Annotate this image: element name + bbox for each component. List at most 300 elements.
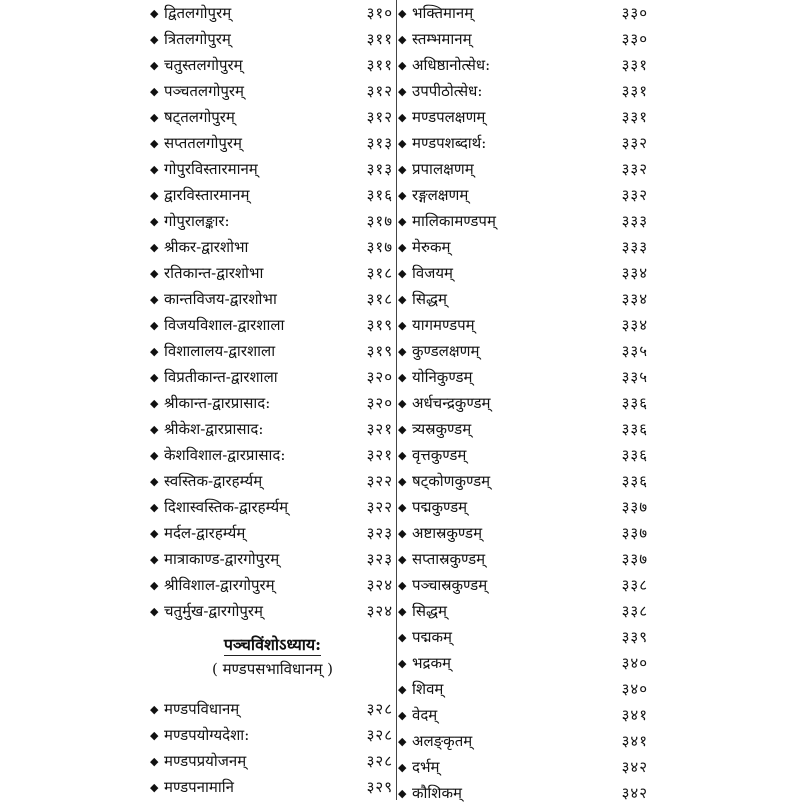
toc-entry-title <box>164 471 367 491</box>
right-column <box>398 0 650 806</box>
toc-entry <box>150 598 395 624</box>
diamond-bullet-icon: ◆ <box>398 84 407 98</box>
toc-entry-title-text: पञ्चतलगोपुरम् <box>164 82 245 100</box>
diamond-bullet-icon: ◆ <box>150 84 159 98</box>
toc-entry <box>398 572 650 598</box>
toc-entry-title <box>412 315 622 335</box>
toc-entry-page-number: ३३२ <box>621 160 648 178</box>
toc-entry-page-number: ३३८ <box>621 576 648 594</box>
toc-entry-title <box>412 783 622 803</box>
toc-entry-title <box>164 699 367 719</box>
toc-entry-title <box>164 751 367 771</box>
toc-entry <box>398 260 650 286</box>
toc-entry <box>150 520 395 546</box>
toc-entry-page-number: ३२२ <box>366 472 393 490</box>
toc-entry-title <box>412 367 622 387</box>
toc-entry-title <box>164 393 367 413</box>
diamond-bullet-icon: ◆ <box>398 448 407 462</box>
toc-entry-title-text: मर्दल-द्वारहर्म्यम् <box>164 524 246 542</box>
toc-entry-title <box>164 315 367 335</box>
toc-entry-title-text: रतिकान्त-द्वारशोभा <box>164 264 264 282</box>
toc-entry-page-number: ३४० <box>621 680 648 698</box>
toc-entry-page-number: ३२० <box>366 394 393 412</box>
toc-entry-title <box>412 731 622 751</box>
toc-entry-title-text: षट्कोणकुण्डम् <box>412 472 491 490</box>
toc-entry <box>398 286 650 312</box>
toc-entry <box>150 182 395 208</box>
toc-entry <box>150 696 395 722</box>
toc-entry <box>150 338 395 364</box>
toc-entry <box>398 52 650 78</box>
toc-entry-page-number: ३२८ <box>366 752 393 770</box>
toc-entry-title-text: मेरुकम् <box>412 238 451 256</box>
toc-entry-page-number: ३४० <box>621 654 648 672</box>
right-entries <box>398 0 650 806</box>
diamond-bullet-icon: ◆ <box>150 500 159 514</box>
toc-entry-title <box>412 601 622 621</box>
toc-entry-title <box>412 107 622 127</box>
diamond-bullet-icon: ◆ <box>150 110 159 124</box>
toc-entry-title-text: सप्तास्रकुण्डम् <box>412 550 486 568</box>
toc-entry-title <box>412 575 622 595</box>
toc-entry-title <box>412 419 622 439</box>
toc-entry-title <box>412 445 622 465</box>
toc-entry-title <box>164 133 367 153</box>
toc-entry-title <box>164 497 367 517</box>
toc-entry-title <box>164 341 367 361</box>
toc-entry <box>398 650 650 676</box>
section-heading <box>150 624 395 656</box>
toc-entry-title <box>412 263 622 283</box>
diamond-bullet-icon: ◆ <box>398 708 407 722</box>
toc-entry-title-text: कुण्डलक्षणम् <box>412 342 480 360</box>
diamond-bullet-icon: ◆ <box>398 734 407 748</box>
toc-entry-title-text: सिद्धम् <box>412 290 447 308</box>
left-column <box>150 0 395 800</box>
toc-entry <box>398 208 650 234</box>
diamond-bullet-icon: ◆ <box>150 754 159 768</box>
toc-entry-page-number: ३१६ <box>366 186 393 204</box>
toc-entry-page-number: ३३१ <box>621 82 648 100</box>
toc-entry-title-text: विशालालय-द्वारशाला <box>164 342 276 360</box>
toc-entry-title <box>164 263 367 283</box>
toc-entry-title-text: द्वारविस्तारमानम् <box>164 186 250 204</box>
toc-entry <box>150 130 395 156</box>
toc-entry-title-text: वेदम् <box>412 706 438 724</box>
diamond-bullet-icon: ◆ <box>398 6 407 20</box>
diamond-bullet-icon: ◆ <box>150 552 159 566</box>
toc-entry <box>398 416 650 442</box>
toc-entry-title-text: मण्डपप्रयोजनम् <box>164 752 247 770</box>
toc-entry-page-number: ३१० <box>366 4 393 22</box>
toc-entry-page-number: ३३७ <box>621 550 648 568</box>
toc-entry-title-text: मालिकामण्डपम् <box>412 212 496 230</box>
toc-entry-title-text: कान्तविजय-द्वारशोभा <box>164 290 277 308</box>
toc-entry-title-text: उपपीठोत्सेध: <box>412 82 483 100</box>
toc-entry-page-number: ३२० <box>366 368 393 386</box>
toc-entry-title <box>412 211 622 231</box>
toc-entry-page-number: ३१३ <box>366 134 393 152</box>
toc-entry-page-number: ३३२ <box>621 186 648 204</box>
toc-entry-title-text: मण्डपनामानि <box>164 778 234 796</box>
diamond-bullet-icon: ◆ <box>398 422 407 436</box>
toc-entry-title <box>164 575 367 595</box>
diamond-bullet-icon: ◆ <box>150 370 159 384</box>
toc-entry-title <box>164 159 367 179</box>
toc-entry-title <box>412 523 622 543</box>
section-subheading: ( मण्डपसभाविधानम् ) <box>211 660 334 678</box>
toc-entry <box>398 780 650 806</box>
toc-entry <box>150 78 395 104</box>
diamond-bullet-icon: ◆ <box>150 474 159 488</box>
diamond-bullet-icon: ◆ <box>398 214 407 228</box>
toc-entry-title-text: दिशास्वस्तिक-द्वारहर्म्यम् <box>164 498 289 516</box>
toc-entry-title <box>412 3 622 23</box>
toc-entry-page-number: ३३२ <box>621 134 648 152</box>
toc-entry-title <box>164 725 367 745</box>
toc-entry-title-text: गोपुरालङ्कार: <box>164 212 230 230</box>
toc-entry <box>150 234 395 260</box>
toc-entry-title <box>412 497 622 517</box>
diamond-bullet-icon: ◆ <box>398 604 407 618</box>
toc-entry-title-text: पद्मकुण्डम् <box>412 498 468 516</box>
toc-entry <box>398 78 650 104</box>
toc-entry <box>150 208 395 234</box>
section-heading-text: पञ्चविंशोऽध्याय: <box>223 635 322 654</box>
toc-entry-title-text: भक्तिमानम् <box>412 4 474 22</box>
toc-entry-page-number: ३११ <box>366 30 393 48</box>
toc-entry-title-text: विजयम् <box>412 264 454 282</box>
diamond-bullet-icon: ◆ <box>398 682 407 696</box>
toc-entry <box>398 312 650 338</box>
toc-entry-page-number: ३३६ <box>621 394 648 412</box>
toc-entry-page-number: ३३४ <box>621 290 648 308</box>
toc-entry-title-text: मण्डपशब्दार्थ: <box>412 134 487 152</box>
toc-entry-title <box>164 81 367 101</box>
toc-entry-page-number: ३४१ <box>621 706 648 724</box>
toc-entry-title <box>164 419 367 439</box>
toc-entry <box>398 546 650 572</box>
diamond-bullet-icon: ◆ <box>398 500 407 514</box>
toc-entry <box>150 546 395 572</box>
diamond-bullet-icon: ◆ <box>398 760 407 774</box>
left-entries-bottom <box>150 696 395 800</box>
toc-entry-title-text: द्वितलगोपुरम् <box>164 4 232 22</box>
toc-entry <box>398 26 650 52</box>
diamond-bullet-icon: ◆ <box>150 728 159 742</box>
toc-entry <box>150 156 395 182</box>
diamond-bullet-icon: ◆ <box>398 58 407 72</box>
section-spacer <box>150 682 395 696</box>
toc-entry-title-text: गोपुरविस्तारमानम् <box>164 160 258 178</box>
diamond-bullet-icon: ◆ <box>150 702 159 716</box>
toc-entry-page-number: ३१७ <box>366 212 393 230</box>
toc-entry-title-text: सप्ततलगोपुरम् <box>164 134 242 152</box>
toc-entry <box>150 26 395 52</box>
toc-entry-title-text: रङ्गलक्षणम् <box>412 186 469 204</box>
toc-entry <box>150 416 395 442</box>
toc-entry-title <box>412 29 622 49</box>
toc-entry-page-number: ३२४ <box>366 576 393 594</box>
toc-entry-page-number: ३१८ <box>366 290 393 308</box>
toc-entry-title <box>412 55 622 75</box>
toc-entry <box>398 130 650 156</box>
diamond-bullet-icon: ◆ <box>150 396 159 410</box>
toc-entry-title <box>164 3 367 23</box>
diamond-bullet-icon: ◆ <box>398 344 407 358</box>
toc-entry-title-text: सिद्धम् <box>412 602 447 620</box>
toc-entry <box>398 624 650 650</box>
toc-entry <box>150 442 395 468</box>
toc-entry-page-number: ३३६ <box>621 420 648 438</box>
diamond-bullet-icon: ◆ <box>150 32 159 46</box>
toc-entry-title <box>164 29 367 49</box>
diamond-bullet-icon: ◆ <box>398 266 407 280</box>
toc-entry-page-number: ३२३ <box>366 550 393 568</box>
toc-entry-title-text: मात्राकाण्ड-द्वारगोपुरम् <box>164 550 280 568</box>
toc-entry-title-text: मण्डपविधानम् <box>164 700 240 718</box>
toc-entry-title <box>164 237 367 257</box>
diamond-bullet-icon: ◆ <box>398 318 407 332</box>
diamond-bullet-icon: ◆ <box>150 578 159 592</box>
toc-entry-page-number: ३२८ <box>366 726 393 744</box>
diamond-bullet-icon: ◆ <box>150 58 159 72</box>
toc-entry-title <box>164 211 367 231</box>
toc-entry-page-number: ३१८ <box>366 264 393 282</box>
toc-entry <box>150 722 395 748</box>
toc-entry-title-text: दर्भम् <box>412 758 440 776</box>
toc-entry-page-number: ३२९ <box>366 778 393 796</box>
toc-entry-title-text: श्रीविशाल-द्वारगोपुरम् <box>164 576 275 594</box>
toc-entry-title-text: अष्टास्रकुण्डम् <box>412 524 483 542</box>
diamond-bullet-icon: ◆ <box>150 780 159 794</box>
toc-entry-title-text: श्रीकान्त-द्वारप्रासाद: <box>164 394 271 412</box>
diamond-bullet-icon: ◆ <box>398 396 407 410</box>
toc-entry-page-number: ३२१ <box>366 446 393 464</box>
toc-entry-title <box>164 523 367 543</box>
toc-entry-title <box>412 549 622 569</box>
toc-entry-title-text: षट्तलगोपुरम् <box>164 108 235 126</box>
toc-entry-title-text: त्रितलगोपुरम् <box>164 30 231 48</box>
toc-entry-title-text: पञ्चास्रकुण्डम् <box>412 576 488 594</box>
toc-entry-page-number: ३३८ <box>621 602 648 620</box>
toc-entry-title <box>164 55 367 75</box>
toc-entry-title <box>412 653 622 673</box>
toc-entry-title <box>164 601 367 621</box>
toc-entry-page-number: ३१९ <box>366 342 393 360</box>
toc-entry-title-text: भद्रकम् <box>412 654 452 672</box>
diamond-bullet-icon: ◆ <box>150 344 159 358</box>
toc-entry <box>398 338 650 364</box>
toc-entry-page-number: ३४२ <box>621 784 648 802</box>
toc-entry-page-number: ३२८ <box>366 700 393 718</box>
toc-entry <box>150 52 395 78</box>
toc-entry <box>150 468 395 494</box>
toc-entry-page-number: ३४२ <box>621 758 648 776</box>
toc-entry-title-text: शिवम् <box>412 680 444 698</box>
diamond-bullet-icon: ◆ <box>398 578 407 592</box>
diamond-bullet-icon: ◆ <box>150 214 159 228</box>
toc-entry-title <box>164 777 367 797</box>
toc-entry-page-number: ३३० <box>621 30 648 48</box>
diamond-bullet-icon: ◆ <box>398 32 407 46</box>
toc-entry-title-text: अधिष्ठानोत्सेध: <box>412 56 491 74</box>
toc-entry-title-text: यागमण्डपम् <box>412 316 475 334</box>
toc-entry-page-number: ३३५ <box>621 368 648 386</box>
toc-entry-title <box>412 679 622 699</box>
diamond-bullet-icon: ◆ <box>150 266 159 280</box>
toc-entry-title-text: स्तम्भमानम् <box>412 30 472 48</box>
toc-entry <box>398 104 650 130</box>
toc-entry-page-number: ३२३ <box>366 524 393 542</box>
toc-entry-title <box>164 549 367 569</box>
diamond-bullet-icon: ◆ <box>398 526 407 540</box>
toc-entry-title <box>164 289 367 309</box>
toc-entry-title <box>412 757 622 777</box>
toc-entry-title <box>412 393 622 413</box>
diamond-bullet-icon: ◆ <box>150 240 159 254</box>
toc-entry <box>398 0 650 26</box>
toc-entry-page-number: ३३३ <box>621 212 648 230</box>
toc-entry <box>150 364 395 390</box>
toc-entry-page-number: ३३६ <box>621 472 648 490</box>
toc-entry-page-number: ३१७ <box>366 238 393 256</box>
diamond-bullet-icon: ◆ <box>398 630 407 644</box>
diamond-bullet-icon: ◆ <box>398 162 407 176</box>
toc-entry <box>150 390 395 416</box>
toc-entry-title <box>412 471 622 491</box>
toc-entry <box>150 572 395 598</box>
toc-entry <box>150 286 395 312</box>
toc-entry <box>398 442 650 468</box>
toc-entry-title <box>164 367 367 387</box>
toc-entry-page-number: ३३३ <box>621 238 648 256</box>
toc-entry-title <box>412 185 622 205</box>
toc-entry-title-text: त्र्यस्रकुण्डम् <box>412 420 472 438</box>
toc-entry <box>398 364 650 390</box>
toc-entry <box>398 494 650 520</box>
toc-entry <box>398 702 650 728</box>
toc-entry-title <box>412 627 622 647</box>
diamond-bullet-icon: ◆ <box>150 292 159 306</box>
diamond-bullet-icon: ◆ <box>150 604 159 618</box>
toc-entry-page-number: ३२४ <box>366 602 393 620</box>
toc-entry <box>150 260 395 286</box>
toc-entry-title <box>412 237 622 257</box>
toc-entry-title-text: योनिकुण्डम् <box>412 368 473 386</box>
toc-entry-title-text: मण्डपयोग्यदेशा: <box>164 726 250 744</box>
diamond-bullet-icon: ◆ <box>398 136 407 150</box>
toc-entry <box>398 156 650 182</box>
toc-entry-title <box>412 81 622 101</box>
toc-entry-title-text: अलङ्कृतम् <box>412 732 473 750</box>
toc-entry <box>398 182 650 208</box>
toc-entry <box>398 390 650 416</box>
column-divider <box>396 0 397 800</box>
toc-entry-title-text: चतुर्मुख-द्वारगोपुरम् <box>164 602 263 620</box>
toc-entry <box>150 0 395 26</box>
diamond-bullet-icon: ◆ <box>398 474 407 488</box>
toc-entry-page-number: ३३५ <box>621 342 648 360</box>
toc-entry-page-number: ३३४ <box>621 264 648 282</box>
toc-entry <box>150 104 395 130</box>
toc-entry-page-number: ३१२ <box>366 108 393 126</box>
toc-entry <box>398 728 650 754</box>
diamond-bullet-icon: ◆ <box>398 656 407 670</box>
toc-entry-page-number: ३३९ <box>621 628 648 646</box>
diamond-bullet-icon: ◆ <box>150 448 159 462</box>
toc-entry-title <box>412 705 622 725</box>
toc-entry-page-number: ३४१ <box>621 732 648 750</box>
toc-entry-title-text: श्रीकर-द्वारशोभा <box>164 238 249 256</box>
toc-entry-page-number: ३३१ <box>621 56 648 74</box>
diamond-bullet-icon: ◆ <box>398 786 407 800</box>
toc-entry <box>398 234 650 260</box>
diamond-bullet-icon: ◆ <box>150 526 159 540</box>
toc-entry-title-text: चतुस्तलगोपुरम् <box>164 56 243 74</box>
toc-entry-title-text: पद्मकम् <box>412 628 453 646</box>
toc-entry-title-text: विजयविशाल-द्वारशाला <box>164 316 285 334</box>
toc-entry-page-number: ३११ <box>366 56 393 74</box>
diamond-bullet-icon: ◆ <box>398 552 407 566</box>
diamond-bullet-icon: ◆ <box>398 240 407 254</box>
diamond-bullet-icon: ◆ <box>150 162 159 176</box>
toc-entry-title <box>412 289 622 309</box>
toc-entry-title-text: मण्डपलक्षणम् <box>412 108 486 126</box>
toc-entry-title-text: स्वस्तिक-द्वारहर्म्यम् <box>164 472 263 490</box>
toc-entry-title-text: विप्रतीकान्त-द्वारशाला <box>164 368 278 386</box>
toc-entry <box>150 748 395 774</box>
diamond-bullet-icon: ◆ <box>150 188 159 202</box>
toc-entry-title-text: कौशिकम् <box>412 784 462 802</box>
toc-entry <box>150 774 395 800</box>
toc-entry-title <box>164 185 367 205</box>
toc-entry-page-number: ३३७ <box>621 524 648 542</box>
diamond-bullet-icon: ◆ <box>398 292 407 306</box>
toc-entry <box>150 494 395 520</box>
left-entries-top <box>150 0 395 624</box>
toc-entry-page-number: ३१३ <box>366 160 393 178</box>
toc-entry-title <box>164 445 367 465</box>
toc-entry <box>398 520 650 546</box>
toc-entry-title <box>412 133 622 153</box>
toc-entry <box>398 468 650 494</box>
toc-entry-page-number: ३२१ <box>366 420 393 438</box>
toc-entry-page-number: ३१९ <box>366 316 393 334</box>
toc-entry-page-number: ३३४ <box>621 316 648 334</box>
toc-entry-page-number: ३३७ <box>621 498 648 516</box>
toc-entry <box>150 312 395 338</box>
toc-entry-title <box>412 159 622 179</box>
toc-entry-title-text: श्रीकेश-द्वारप्रासाद: <box>164 420 264 438</box>
toc-entry-title <box>412 341 622 361</box>
toc-entry-page-number: ३३६ <box>621 446 648 464</box>
diamond-bullet-icon: ◆ <box>398 370 407 384</box>
diamond-bullet-icon: ◆ <box>398 110 407 124</box>
toc-entry-page-number: ३३१ <box>621 108 648 126</box>
toc-entry <box>398 754 650 780</box>
toc-entry-title-text: प्रपालक्षणम् <box>412 160 474 178</box>
diamond-bullet-icon: ◆ <box>150 422 159 436</box>
diamond-bullet-icon: ◆ <box>150 318 159 332</box>
diamond-bullet-icon: ◆ <box>398 188 407 202</box>
toc-entry-page-number: ३३० <box>621 4 648 22</box>
toc-entry <box>398 676 650 702</box>
toc-entry-title-text: केशविशाल-द्वारप्रासाद: <box>164 446 286 464</box>
toc-entry-page-number: ३२२ <box>366 498 393 516</box>
toc-entry-title-text: वृत्तकुण्डम् <box>412 446 467 464</box>
diamond-bullet-icon: ◆ <box>150 136 159 150</box>
